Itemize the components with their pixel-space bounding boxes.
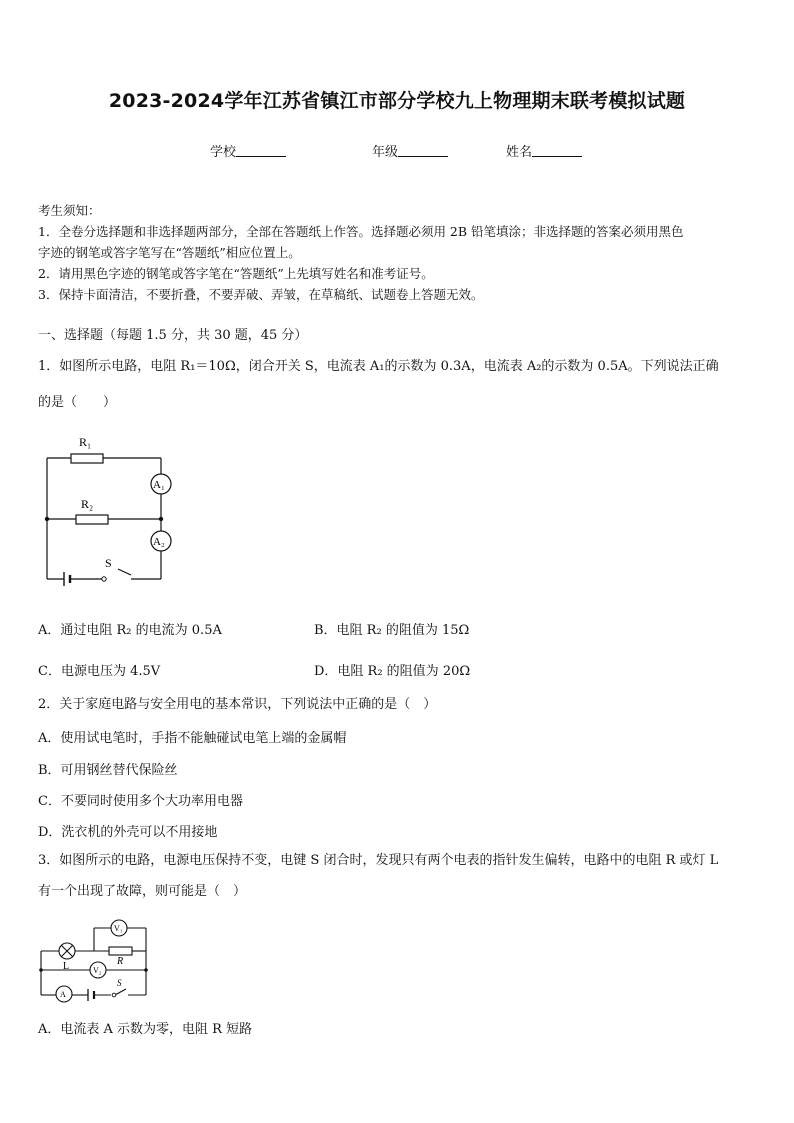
notice-item-2: 2．请用黑色字迹的钢笔或答字笔在“答题纸”上先填写姓名和准考证号。 [38, 266, 434, 281]
label-a: A [60, 990, 66, 999]
school-field[interactable] [210, 141, 286, 160]
switch-pivot-icon [102, 577, 106, 581]
q1-option-a[interactable]: A．通过电阻 R₂ 的电流为 0.5A [38, 623, 222, 638]
q1-stem-line1: 1．如图所示电路，电阻 R₁＝10Ω，闭合开关 S，电流表 A₁的示数为 0.3A，电流表 A₂的示数为 0.5A。下列说法正确 [38, 359, 719, 374]
q2-option-d[interactable]: D．洗衣机的外壳可以不用接地 [38, 825, 218, 840]
name-field[interactable] [506, 141, 582, 160]
junction-dot-right [159, 517, 163, 521]
junction-dot-left [45, 517, 49, 521]
q2-stem: 2．关于家庭电路与安全用电的基本常识，下列说法中正确的是（ ） [38, 697, 437, 712]
q1-stem-line2: 的是（ ） [38, 395, 117, 410]
notice-item-1-cont: 字迹的钢笔或答字笔写在“答题纸”相应位置上。 [38, 245, 301, 260]
label-v2: V₂ [93, 966, 102, 975]
label-a2: A₂ [153, 536, 165, 548]
label-s: S [105, 556, 112, 570]
q3-stem-line1: 3．如图所示的电路，电源电压保持不变，电键 S 闭合时，发现只有两个电表的指针发生偏转，电路中的电阻 R 或灯 L [38, 853, 719, 868]
label-r: R [117, 956, 124, 967]
grade-blank[interactable] [398, 144, 448, 157]
school-blank[interactable] [236, 144, 286, 157]
resistor-r [109, 947, 132, 955]
name-label: 姓名 [506, 145, 533, 160]
resistor-r1 [71, 454, 103, 463]
q3-option-a[interactable]: A．电流表 A 示数为零，电阻 R 短路 [38, 1022, 253, 1037]
q1-option-c[interactable]: C．电源电压为 4.5V [38, 664, 161, 679]
label-a1: A₁ [153, 479, 165, 491]
q1-option-d[interactable]: D．电阻 R₂ 的阻值为 20Ω [314, 664, 471, 679]
label-s-q3: S [117, 978, 122, 988]
q3-circuit-diagram [38, 918, 153, 1004]
junction-dot-q3-left [39, 968, 43, 972]
q3-stem-line2: 有一个出现了故障，则可能是（ ） [38, 884, 247, 899]
q1-circuit-diagram [38, 430, 178, 590]
junction-dot-q3-right [144, 968, 148, 972]
section-heading: 一、选择题（每题 1.5 分，共 30 题，45 分） [38, 328, 308, 343]
notice-item-1: 1．全卷分选择题和非选择题两部分，全部在答题纸上作答。选择题必须用 2B 铅笔填涂；非选择题的答案必须用黑色 [38, 224, 684, 239]
resistor-r2 [76, 515, 108, 524]
name-blank[interactable] [532, 144, 582, 157]
notice-header: 考生须知： [38, 203, 101, 218]
notice-item-3: 3．保持卡面清洁，不要折叠，不要弄破、弄皱，在草稿纸、试题卷上答题无效。 [38, 287, 484, 302]
q2-option-c[interactable]: C．不要同时使用多个大功率用电器 [38, 794, 243, 809]
exam-title: 2023-2024学年江苏省镇江市部分学校九上物理期末联考模拟试题 [108, 90, 686, 112]
q2-option-b[interactable]: B．可用钢丝替代保险丝 [38, 763, 178, 778]
battery-icon-q3 [88, 989, 94, 1001]
grade-field[interactable] [372, 141, 448, 160]
battery-icon [64, 572, 70, 586]
label-r2: R₂ [81, 497, 94, 511]
label-l: L [63, 961, 70, 972]
label-r1: R₁ [79, 435, 92, 449]
school-label: 学校 [210, 145, 237, 160]
q1-option-b[interactable]: B．电阻 R₂ 的阻值为 15Ω [314, 623, 470, 638]
label-v1: V₁ [114, 924, 123, 933]
grade-label: 年级 [372, 145, 399, 160]
switch-pivot-icon-q3 [112, 993, 116, 997]
q2-option-a[interactable]: A．使用试电笔时，手指不能触碰试电笔上端的金属帽 [38, 731, 347, 746]
